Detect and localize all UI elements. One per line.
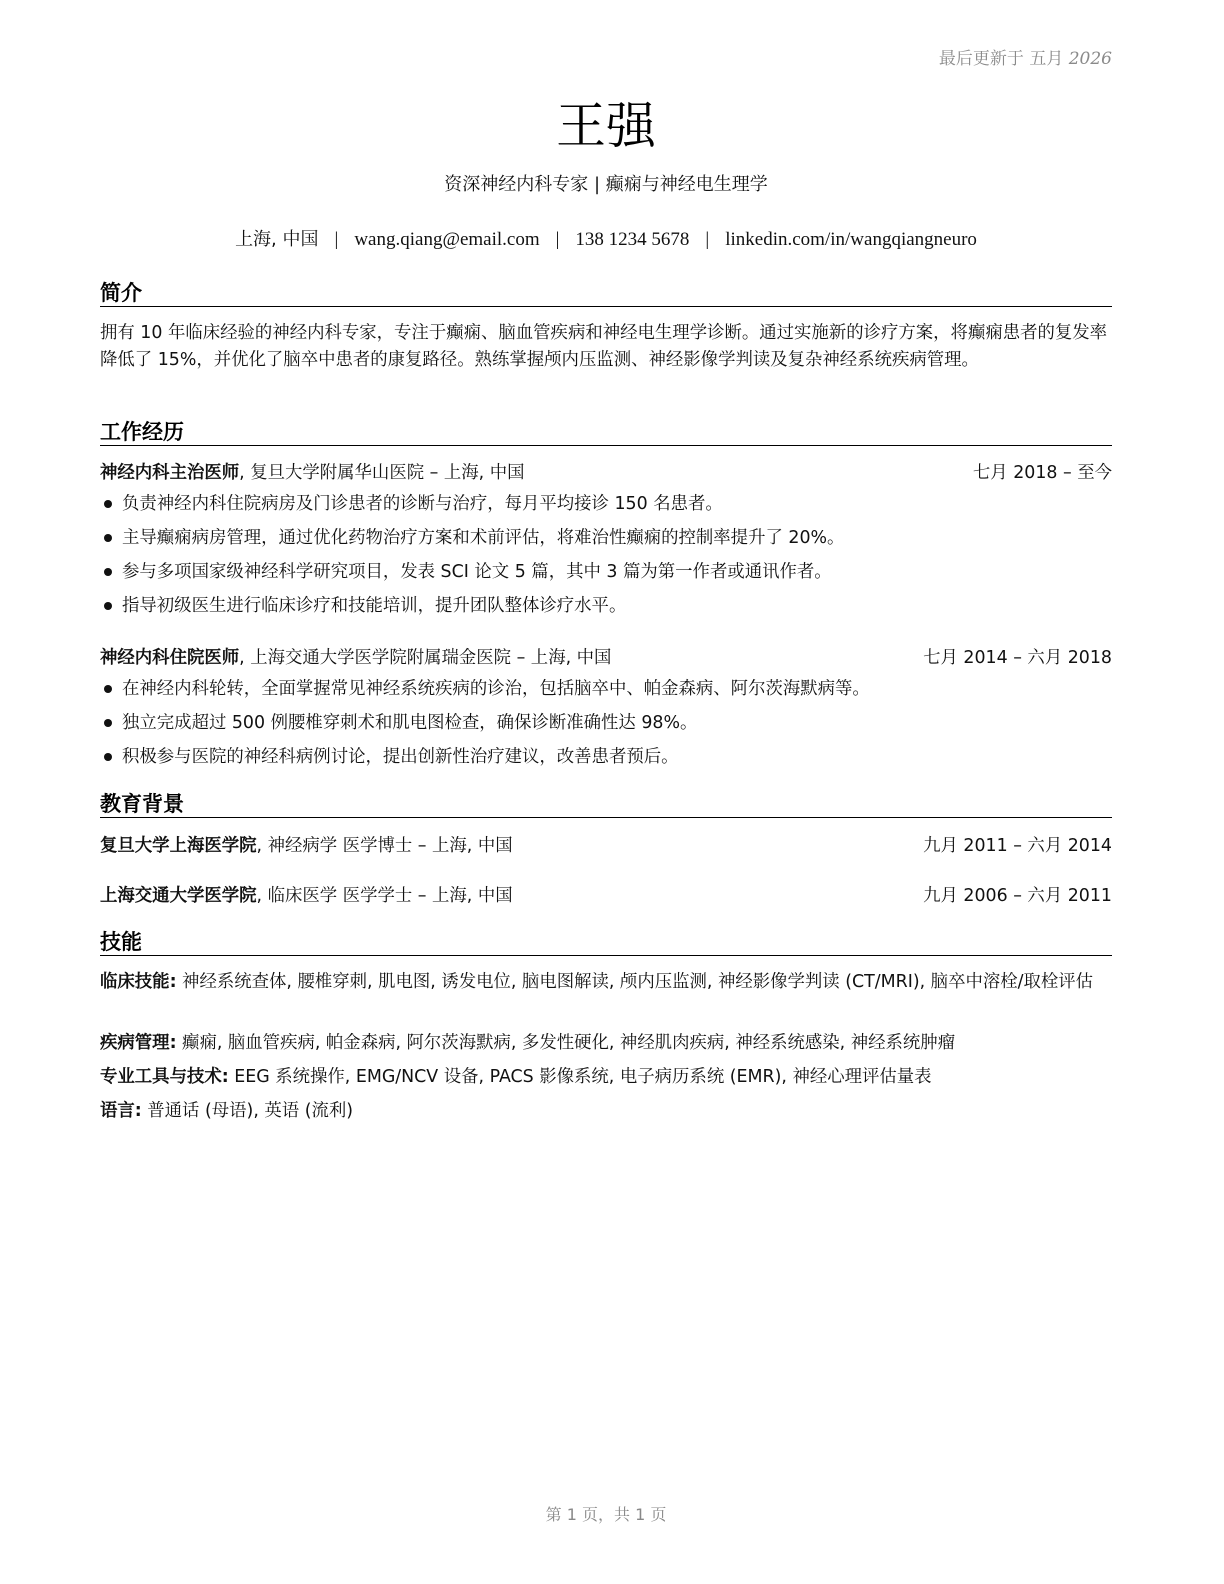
education-entry bbox=[100, 883, 1112, 909]
degree-detail: , 临床医学 医学学士 – 上海, 中国 bbox=[256, 886, 513, 906]
section-heading-experience: 工作经历 bbox=[100, 416, 1112, 446]
school-name: 上海交通大学医学院 bbox=[100, 886, 257, 906]
skill-line-tools bbox=[100, 1064, 1112, 1091]
skill-value: EEG 系统操作, EMG/NCV 设备, PACS 影像系统, 电子病历系统 (EMR), 神经心理评估量表 bbox=[228, 1067, 932, 1087]
skill-value: 普通话 (母语), 英语 (流利) bbox=[141, 1101, 354, 1121]
candidate-headline: 资深神经内科专家 | 癫痫与神经电生理学 bbox=[444, 174, 768, 195]
skill-line-disease bbox=[100, 1030, 1112, 1057]
skill-line-clinical bbox=[100, 969, 1112, 996]
degree-detail: , 神经病学 医学博士 – 上海, 中国 bbox=[256, 836, 513, 856]
last-updated bbox=[939, 44, 1112, 69]
skill-label: 疾病管理: bbox=[100, 1033, 177, 1053]
contact-phone[interactable]: 138 1234 5678 bbox=[575, 229, 690, 250]
last-updated-year: 2026 bbox=[1068, 49, 1112, 69]
job-dates: 七月 2018 – 至今 bbox=[972, 463, 1112, 483]
education-entry bbox=[100, 833, 1112, 859]
list-item: 指导初级医生进行临床诊疗和技能培训，提升团队整体诊疗水平。 bbox=[100, 593, 1112, 627]
skill-value: 神经系统查体, 腰椎穿刺, 肌电图, 诱发电位, 脑电图解读, 颅内压监测, 神经影像学判读 (CT/MRI), 脑卒中溶栓/取栓评估 bbox=[176, 972, 1094, 992]
job-title: 神经内科主治医师 bbox=[100, 463, 240, 483]
skill-label: 专业工具与技术: bbox=[100, 1067, 229, 1087]
list-item: 积极参与医院的神经科病例讨论，提出创新性治疗建议，改善患者预后。 bbox=[100, 744, 1112, 778]
skill-label: 临床技能: bbox=[100, 972, 177, 992]
section-heading-summary: 简介 bbox=[100, 277, 1112, 307]
experience-entry-header bbox=[100, 645, 1112, 671]
page-number: 第 1 页，共 1 页 bbox=[545, 1505, 667, 1524]
skill-line-languages bbox=[100, 1098, 1112, 1125]
list-item: 负责神经内科住院病房及门诊患者的诊断与治疗，每月平均接诊 150 名患者。 bbox=[100, 491, 1112, 525]
job-organization: , 上海交通大学医学院附属瑞金医院 – 上海, 中国 bbox=[239, 648, 612, 668]
job-organization: , 复旦大学附属华山医院 – 上海, 中国 bbox=[239, 463, 525, 483]
skill-value: 癫痫, 脑血管疾病, 帕金森病, 阿尔茨海默病, 多发性硬化, 神经肌肉疾病, 神经系统感染, 神经系统肿瘤 bbox=[176, 1033, 956, 1053]
contact-linkedin[interactable]: linkedin.com/in/wangqiangneuro bbox=[725, 229, 977, 250]
contact-line: 上海, 中国 | wang.qiang@email.com | 138 1234 5678 | linkedin.com/in/wangqiangneuro bbox=[235, 229, 977, 250]
contact-email[interactable]: wang.qiang@email.com bbox=[354, 229, 540, 250]
school-name: 复旦大学上海医学院 bbox=[100, 836, 257, 856]
skill-label: 语言: bbox=[100, 1101, 142, 1121]
section-heading-education: 教育背景 bbox=[100, 788, 1112, 818]
education-dates: 九月 2006 – 六月 2011 bbox=[923, 886, 1112, 906]
list-item: 独立完成超过 500 例腰椎穿刺术和肌电图检查，确保诊断准确性达 98%。 bbox=[100, 710, 1112, 744]
job-dates: 七月 2014 – 六月 2018 bbox=[923, 648, 1112, 668]
job-bullets bbox=[100, 491, 1112, 627]
list-item: 参与多项国家级神经科学研究项目，发表 SCI 论文 5 篇，其中 3 篇为第一作者或通讯作者。 bbox=[100, 559, 1112, 593]
list-item: 在神经内科轮转，全面掌握常见神经系统疾病的诊治，包括脑卒中、帕金森病、阿尔茨海默病等。 bbox=[100, 676, 1112, 710]
last-updated-month: 最后更新于 五月 bbox=[938, 49, 1064, 69]
candidate-name: 王强 bbox=[556, 97, 656, 155]
education-dates: 九月 2011 – 六月 2014 bbox=[923, 836, 1112, 856]
list-item: 主导癫痫病房管理，通过优化药物治疗方案和术前评估，将难治性癫痫的控制率提升了 20%。 bbox=[100, 525, 1112, 559]
job-bullets bbox=[100, 676, 1112, 778]
experience-entry-header bbox=[100, 460, 1112, 486]
resume-page bbox=[100, 0, 1112, 1584]
contact-location: 上海, 中国 bbox=[235, 229, 319, 250]
summary-text: 拥有 10 年临床经验的神经内科专家，专注于癫痫、脑血管疾病和神经电生理学诊断。通过实施新的诊疗方案，将癫痫患者的复发率降低了 15%，并优化了脑卒中患者的康复路径。熟练掌握颅内压监测、神经影像学判读及复杂神经系统疾病管理。 bbox=[100, 323, 1108, 370]
job-title: 神经内科住院医师 bbox=[100, 648, 240, 668]
section-heading-skills: 技能 bbox=[100, 926, 1112, 956]
